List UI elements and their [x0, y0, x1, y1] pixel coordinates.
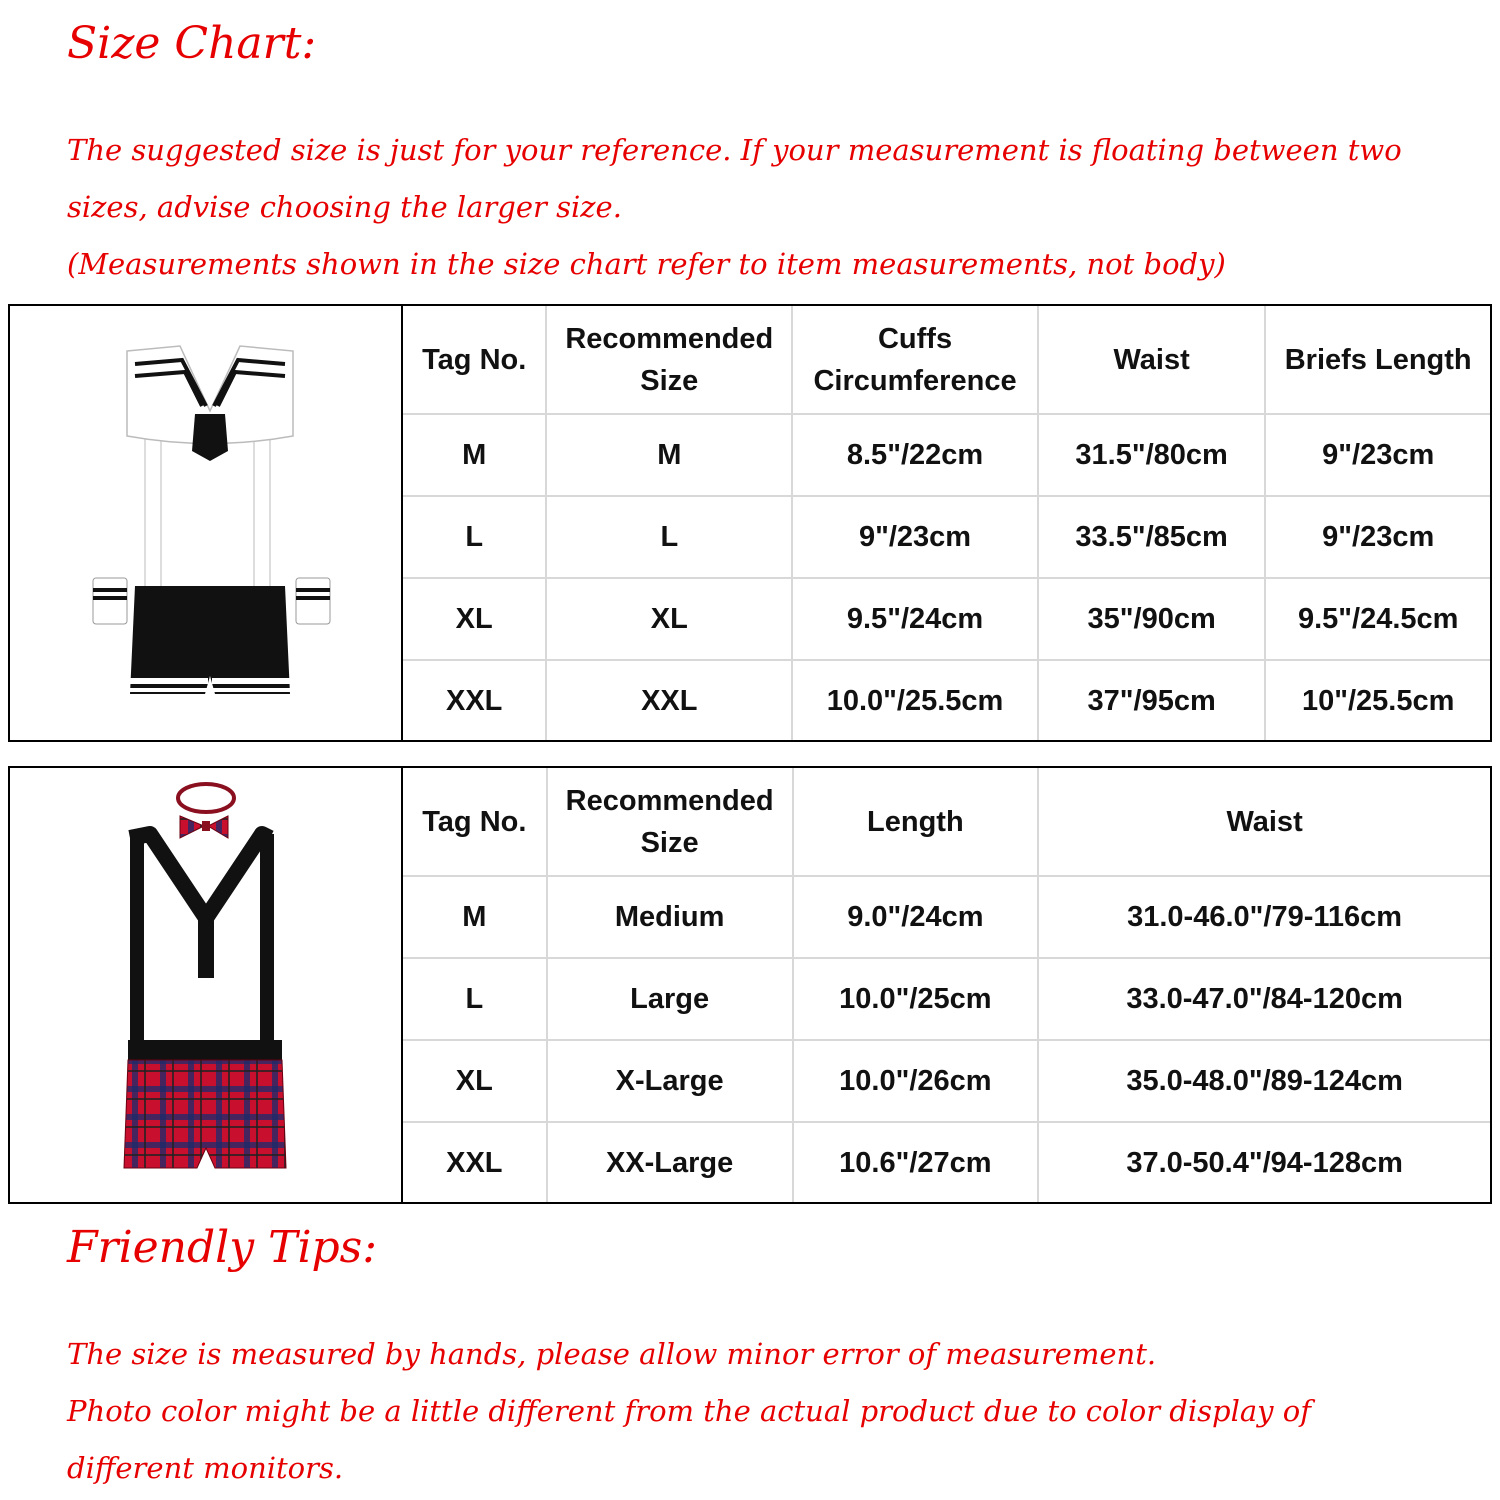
- cell: 10.0"/26cm: [793, 1040, 1039, 1122]
- cell: 9.0"/24cm: [793, 876, 1039, 958]
- header-tag-no: Tag No.: [403, 306, 546, 414]
- cell: M: [403, 414, 546, 496]
- size-table-2: [403, 768, 1490, 1202]
- cell: XX-Large: [547, 1122, 793, 1202]
- header-briefs-length: Briefs Length: [1265, 306, 1490, 414]
- cell: 10.0"/25cm: [793, 958, 1039, 1040]
- cell: Medium: [547, 876, 793, 958]
- intro-line: sizes, advise choosing the larger size.: [67, 190, 622, 224]
- cell: XXL: [546, 660, 792, 740]
- tip-line: The size is measured by hands, please allow minor error of measurement.: [67, 1337, 1157, 1371]
- intro-text: [67, 122, 1402, 293]
- tip-line: Photo color might be a little different from the actual product due to color display of: [67, 1394, 1311, 1428]
- cell: 9.5"/24.5cm: [1265, 578, 1490, 660]
- cell: Large: [547, 958, 793, 1040]
- cell: 35"/90cm: [1038, 578, 1266, 660]
- cell: 10"/25.5cm: [1265, 660, 1490, 740]
- table-row: [403, 1122, 1490, 1202]
- table-row: [403, 1040, 1490, 1122]
- cell: L: [546, 496, 792, 578]
- size-table-plaid: [8, 766, 1492, 1204]
- size-table-1: [403, 306, 1490, 740]
- cell: 33.0-47.0"/84-120cm: [1038, 958, 1490, 1040]
- product-image-plaid: [10, 768, 403, 1202]
- header-length: Length: [793, 768, 1039, 876]
- cell: X-Large: [547, 1040, 793, 1122]
- cell: 10.0"/25.5cm: [792, 660, 1038, 740]
- plaid-briefs-icon: [10, 768, 403, 1202]
- cell: 8.5"/22cm: [792, 414, 1038, 496]
- table-row: [403, 414, 1490, 496]
- cell: L: [403, 496, 546, 578]
- sailor-outfit-icon: [10, 306, 403, 740]
- cell: 9"/23cm: [1265, 496, 1490, 578]
- intro-line: (Measurements shown in the size chart refer to item measurements, not body): [67, 247, 1226, 281]
- cell: 9"/23cm: [792, 496, 1038, 578]
- table-row: [403, 496, 1490, 578]
- cell: 9.5"/24cm: [792, 578, 1038, 660]
- cell: XL: [403, 1040, 547, 1122]
- product-image-sailor: [10, 306, 403, 740]
- cell: 31.0-46.0"/79-116cm: [1038, 876, 1490, 958]
- table-row: [403, 578, 1490, 660]
- cell: 9"/23cm: [1265, 414, 1490, 496]
- table-row: [403, 660, 1490, 740]
- header-waist: Waist: [1038, 306, 1266, 414]
- friendly-tips-heading: Friendly Tips:: [67, 1222, 378, 1273]
- header-recommended-size: Recommended Size: [547, 768, 793, 876]
- cell: XL: [403, 578, 546, 660]
- cell: L: [403, 958, 547, 1040]
- table-row: [403, 876, 1490, 958]
- cell: 35.0-48.0"/89-124cm: [1038, 1040, 1490, 1122]
- size-table-sailor: [8, 304, 1492, 742]
- cell: M: [403, 876, 547, 958]
- cell: 33.5"/85cm: [1038, 496, 1266, 578]
- tips-text: [67, 1326, 1311, 1497]
- header-recommended-size: Recommended Size: [546, 306, 792, 414]
- table-row: [403, 958, 1490, 1040]
- cell: 37.0-50.4"/94-128cm: [1038, 1122, 1490, 1202]
- header-cuffs-circumference: Cuffs Circumference: [792, 306, 1038, 414]
- cell: M: [546, 414, 792, 496]
- header-tag-no: Tag No.: [403, 768, 547, 876]
- size-chart-heading: Size Chart:: [67, 18, 317, 69]
- cell: XL: [546, 578, 792, 660]
- cell: XXL: [446, 684, 503, 717]
- cell: 37"/95cm: [1038, 660, 1266, 740]
- cell: XXL: [446, 1146, 503, 1179]
- tip-line: different monitors.: [67, 1451, 344, 1485]
- cell: 31.5"/80cm: [1038, 414, 1266, 496]
- header-waist: Waist: [1038, 768, 1490, 876]
- intro-line: The suggested size is just for your reference. If your measurement is floating between two: [67, 133, 1402, 167]
- cell: 10.6"/27cm: [793, 1122, 1039, 1202]
